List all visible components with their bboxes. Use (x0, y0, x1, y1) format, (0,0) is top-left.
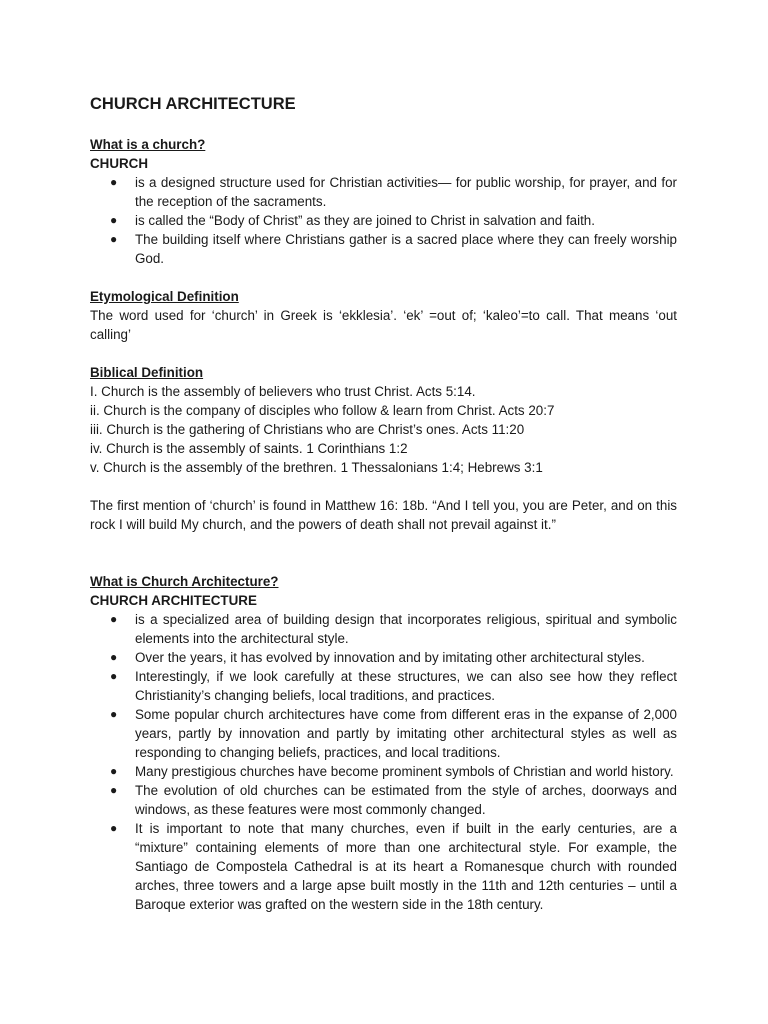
list-item-text: It is important to note that many churches, even if built in the early centuries, are a “mixture” containing elements of more than one architectural style. For example, the Santiago de Compostela Cathedral is at its heart a Romanesque church with rounded arches, three towers and a large apse built mostly in the 11th and 12th centuries – until a Baroque exterior was grafted on the western side in the 18th century. (135, 821, 677, 912)
list-item-text: The evolution of old churches can be estimated from the style of arches, doorways and windows, as these features were most commonly changed. (135, 783, 677, 817)
list-item (90, 819, 677, 914)
page-title: CHURCH ARCHITECTURE (90, 95, 296, 113)
list-item-text: is called the “Body of Christ” as they are joined to Christ in salvation and faith. (135, 213, 595, 228)
list-item-text: Some popular church architectures have come from different eras in the expanse of 2,000 years, partly by innovation and partly by imitating other architectural styles as well as responding to changing beliefs, practices, and local traditions. (135, 707, 677, 760)
list-item-text: is a specialized area of building design that incorporates religious, spiritual and symbolic elements into the architectural style. (135, 612, 677, 646)
bullet-icon: ● (110, 232, 118, 246)
list-item (90, 648, 677, 667)
section-heading-church-architecture: What is Church Architecture? (90, 574, 279, 589)
spacer (90, 534, 677, 572)
list-item-text: is a designed structure used for Christian activities— for public worship, for prayer, and for the reception of the sacraments. (135, 175, 677, 209)
list-item-text: The building itself where Christians gather is a sacred place where they can freely worship God. (135, 232, 677, 266)
bullet-icon: ● (110, 707, 118, 721)
bullet-icon: ● (110, 783, 118, 797)
bullet-icon: ● (110, 669, 118, 683)
bullet-icon: ● (110, 612, 118, 626)
list-item (90, 781, 677, 819)
spacer (90, 268, 677, 287)
list-item (90, 610, 677, 648)
architecture-bullet-list (90, 610, 677, 914)
list-item (90, 762, 677, 781)
section-heading-etymological: Etymological Definition (90, 289, 239, 304)
bullet-icon: ● (110, 213, 118, 227)
biblical-line: v. Church is the assembly of the brethren. 1 Thessalonians 1:4; Hebrews 3:1 (90, 460, 543, 475)
spacer (90, 344, 677, 363)
list-item (90, 667, 677, 705)
etymological-text: The word used for ‘church’ in Greek is ‘ekklesia’. ‘ek’ =out of; ‘kaleo’=to call. That means ‘out calling’ (90, 308, 677, 342)
biblical-line: ii. Church is the company of disciples who follow & learn from Christ. Acts 20:7 (90, 403, 555, 418)
church-label: CHURCH (90, 156, 149, 171)
list-item (90, 230, 677, 268)
list-item (90, 705, 677, 762)
spacer (90, 477, 677, 496)
bullet-icon: ● (110, 650, 118, 664)
biblical-line: iv. Church is the assembly of saints. 1 Corinthians 1:2 (90, 441, 408, 456)
biblical-line: I. Church is the assembly of believers who trust Christ. Acts 5:14. (90, 384, 476, 399)
bullet-icon: ● (110, 175, 118, 189)
church-bullet-list (90, 173, 677, 268)
section-heading-what-is-church: What is a church? (90, 137, 206, 152)
list-item (90, 211, 677, 230)
bullet-icon: ● (110, 821, 118, 835)
list-item-text: Over the years, it has evolved by innovation and by imitating other architectural styles. (135, 650, 645, 665)
list-item-text: Interestingly, if we look carefully at these structures, we can also see how they reflect Christianity’s changing beliefs, local traditions, and practices. (135, 669, 677, 703)
list-item-text: Many prestigious churches have become prominent symbols of Christian and world history. (135, 764, 674, 779)
section-heading-biblical: Biblical Definition (90, 365, 204, 380)
bullet-icon: ● (110, 764, 118, 778)
first-mention-paragraph: The first mention of ‘church’ is found in Matthew 16: 18b. “And I tell you, you are Peter, and on this rock I will build My church, and the powers of death shall not prevail against it.” (90, 498, 677, 532)
church-architecture-label: CHURCH ARCHITECTURE (90, 593, 257, 608)
document-page (90, 93, 677, 914)
biblical-line: iii. Church is the gathering of Christians who are Christ’s ones. Acts 11:20 (90, 422, 525, 437)
list-item (90, 173, 677, 211)
